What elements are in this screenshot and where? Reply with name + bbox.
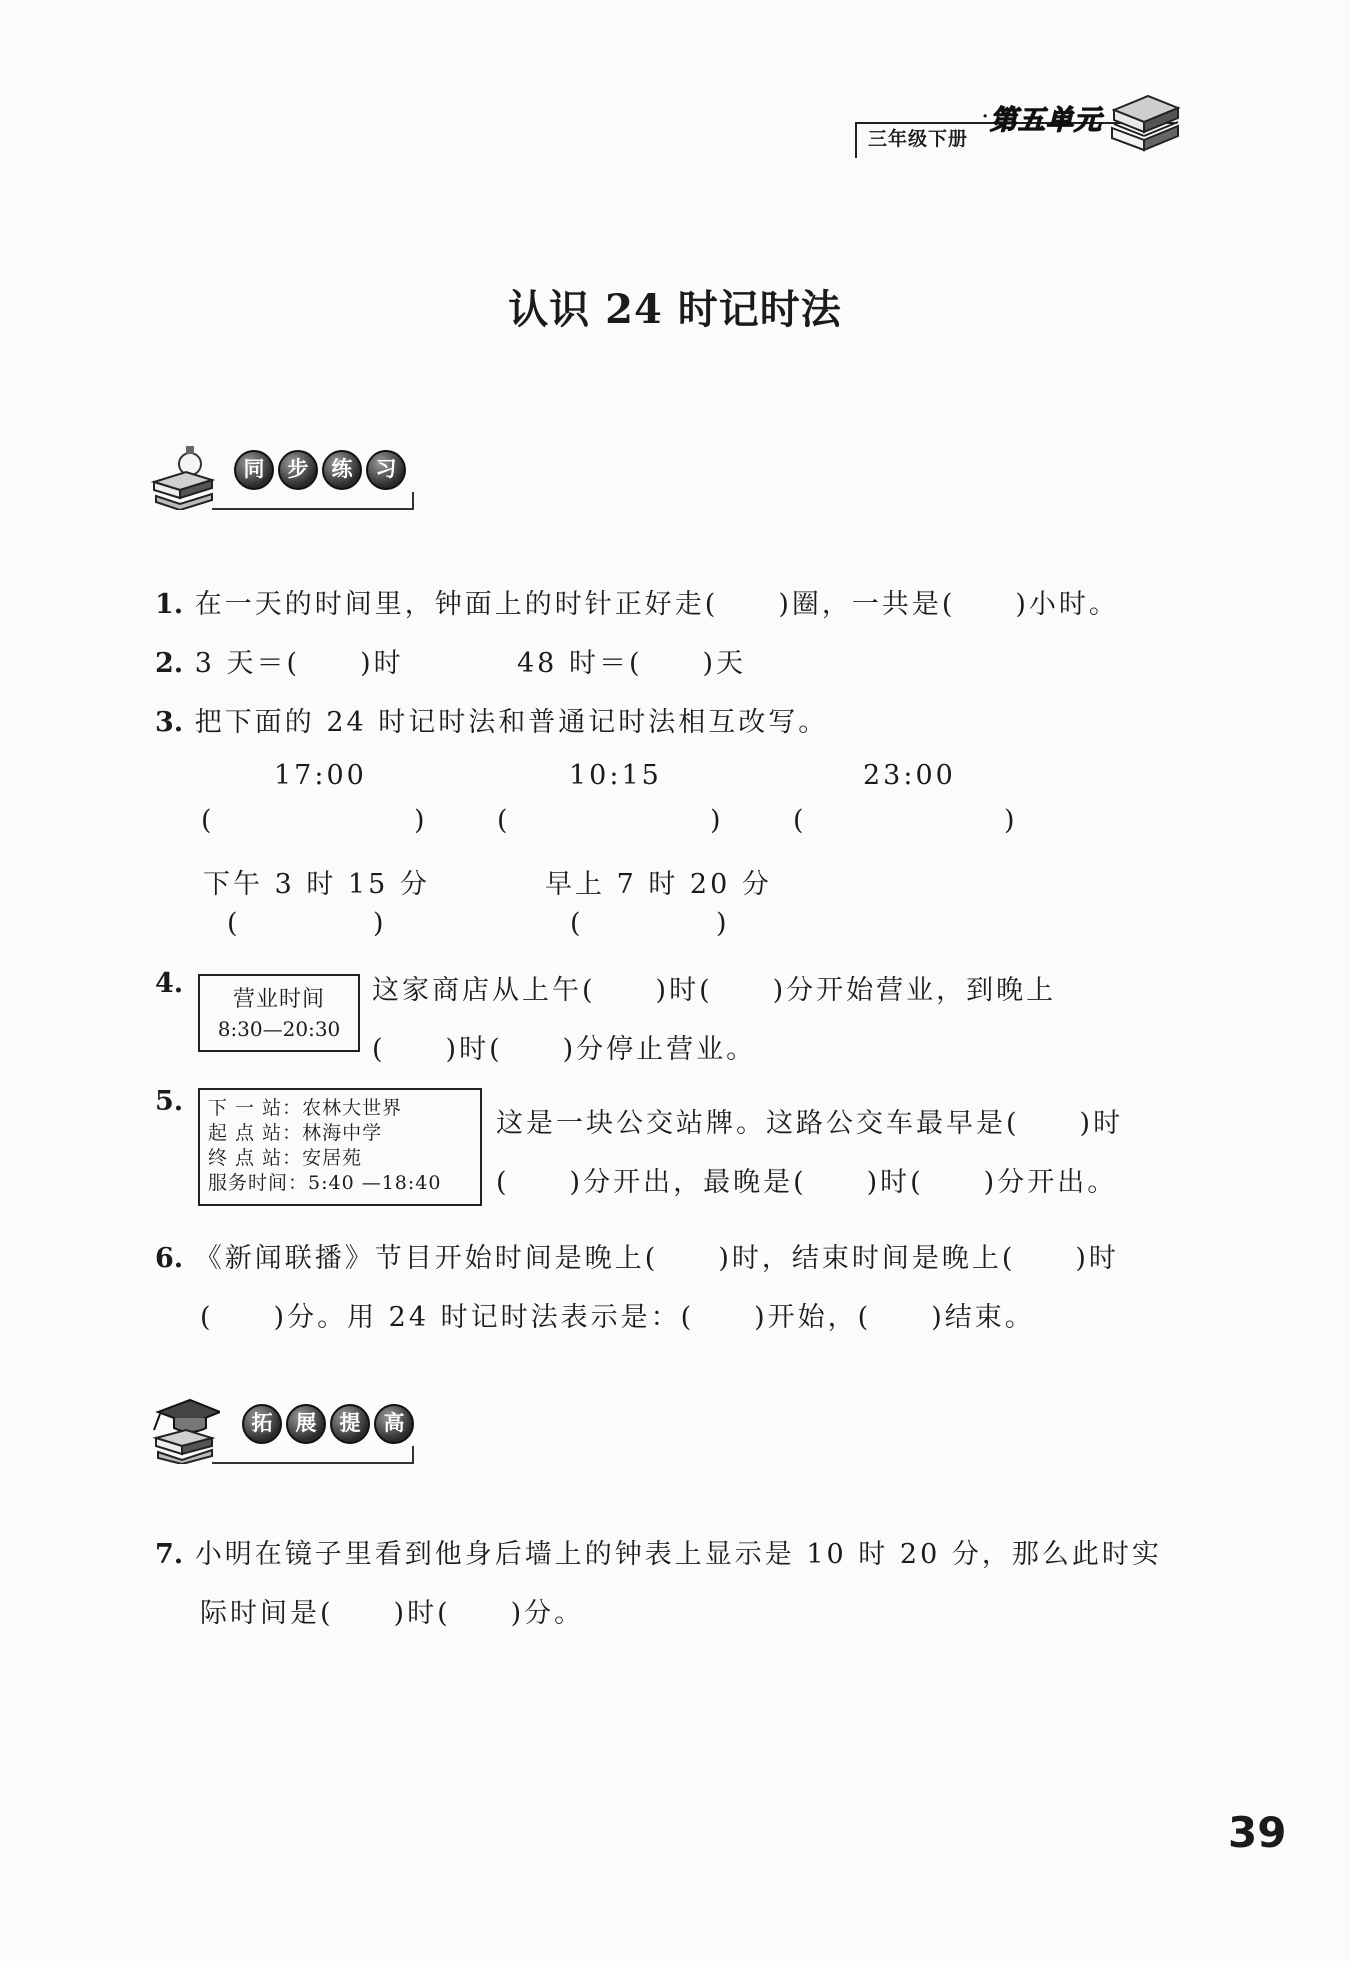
section-char: 高	[374, 1404, 414, 1444]
question-number: 4.	[155, 968, 184, 999]
section-char: 展	[286, 1404, 326, 1444]
grade-label: 三年级下册	[868, 128, 969, 150]
question-number: 2.	[155, 648, 184, 679]
answer-paren-open: (	[497, 805, 511, 836]
question-line-1: 《新闻联播》节目开始时间是晚上( )时，结束时间是晚上( )时	[194, 1243, 1119, 1274]
sign-line: 终 点 站：安居苑	[208, 1147, 363, 1169]
sign-line: 起 点 站：林海中学	[208, 1122, 383, 1144]
question-number: 3.	[155, 707, 184, 738]
section-char: 步	[278, 450, 318, 490]
graduation-cap-books-icon	[150, 1394, 220, 1464]
question-number: 1.	[155, 589, 184, 620]
answer-paren-open: (	[201, 805, 215, 836]
question-number: 7.	[155, 1539, 184, 1570]
answer-paren-close: )	[373, 908, 387, 939]
sign-time: 8:30—20:30	[217, 1017, 341, 1041]
section-char: 习	[366, 450, 406, 490]
question-2-part-b: 48 时＝( )天	[517, 648, 747, 679]
question-5-line-1: 这是一块公交站牌。这路公交车最早是( )时	[496, 1108, 1124, 1139]
header-dot: ·	[982, 106, 989, 127]
question-number: 6.	[155, 1243, 184, 1274]
question-7-line-2: 际时间是( )时( )分。	[200, 1598, 585, 1629]
question-text: 把下面的 24 时记时法和普通记时法相互改写。	[194, 707, 829, 738]
question-5-line-2: ( )分开出，最晚是( )时( )分开出。	[496, 1167, 1118, 1198]
page-number: 39	[1228, 1808, 1287, 1857]
question-number-4	[155, 968, 183, 999]
answer-paren-close: )	[716, 908, 730, 939]
answer-paren-open: (	[570, 908, 584, 939]
answer-paren-open: (	[793, 805, 807, 836]
question-6-line-2: ( )分。用 24 时记时法表示是：( )开始，( )结束。	[200, 1302, 1035, 1333]
question-1	[155, 582, 1119, 621]
time-24h: 23:00	[863, 760, 956, 791]
section-char: 同	[234, 450, 274, 490]
sign-title: 营业时间	[232, 987, 325, 1012]
question-4-line-2: ( )时( )分停止营业。	[372, 1034, 757, 1065]
answer-paren-close: )	[414, 805, 428, 836]
section-underline	[212, 1446, 414, 1464]
answer-paren-close: )	[1004, 805, 1018, 836]
question-line-1: 小明在镜子里看到他身后墙上的钟表上显示是 10 时 20 分，那么此时实	[194, 1539, 1162, 1570]
answer-paren-close: )	[710, 805, 724, 836]
question-number-5	[155, 1086, 183, 1117]
books-stack-icon	[1108, 88, 1182, 158]
sign-line: 服务时间：5:40 —18:40	[208, 1172, 442, 1194]
question-part-a: 3 天＝( )时	[194, 648, 404, 679]
section-header-extension	[150, 1394, 430, 1464]
business-hours-sign	[198, 974, 360, 1052]
time-normal: 下午 3 时 15 分	[203, 869, 430, 900]
question-4-line-1: 这家商店从上午( )时( )分开始营业，到晚上	[372, 975, 1057, 1006]
time-normal: 早上 7 时 20 分	[545, 869, 772, 900]
question-3	[155, 700, 828, 739]
unit-label: 第五单元	[990, 105, 1102, 136]
time-24h: 10:15	[569, 760, 662, 791]
section-underline	[212, 492, 414, 510]
question-text: 在一天的时间里，钟面上的时针正好走( )圈，一共是( )小时。	[194, 589, 1119, 620]
page-title: 认识 24 时记时法	[508, 286, 842, 333]
question-6	[155, 1236, 1119, 1275]
sign-line: 下 一 站：农林大世界	[208, 1097, 403, 1119]
answer-paren-open: (	[227, 908, 241, 939]
question-number: 5.	[155, 1086, 184, 1117]
lightbulb-books-icon	[150, 440, 220, 510]
section-char: 拓	[242, 1404, 282, 1444]
question-2	[155, 641, 404, 680]
section-char: 提	[330, 1404, 370, 1444]
bus-stop-sign	[198, 1088, 482, 1206]
time-24h: 17:00	[274, 760, 367, 791]
section-header-practice	[150, 440, 430, 510]
question-7	[155, 1532, 1162, 1571]
section-char: 练	[322, 450, 362, 490]
